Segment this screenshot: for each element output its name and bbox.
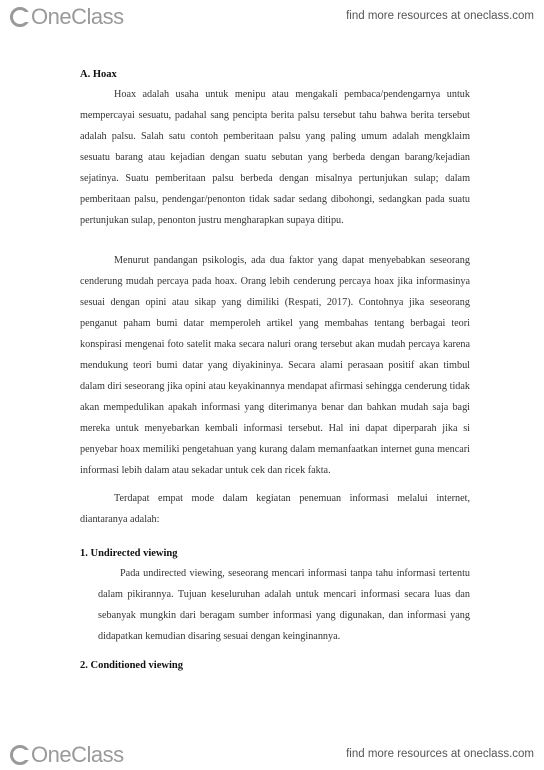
paragraph-psychology: Menurut pandangan psikologis, ada dua faktor yang dapat menyebabkan seseorang cenderung mudah percaya pada hoax. Orang lebih cenderung percaya hoax jika informasinya sesuai dengan opini atau sikap yang dimiliki (Respati, 2017). Contohnya jika seseorang penganut paham bumi datar memperoleh artikel yang membahas tentang berbagai teori konspirasi mengenai foto satelit maka secara naluri orang tersebut akan mudah percaya karena mendukung teori bumi datar yang diyakininya. Secara alami perasaan positif akan timbul dalam diri seseorang jika opini atau keyakinannya mendapat afirmasi sehingga cenderung tidak akan mempedulikan apakah informasi yang diterimanya benar dan bahkan mudah saja bagi mereka untuk menyebarkan kembali informasi tersebut. Hal ini dapat diperparah jika si penyebar hoax memiliki pengetahuan yang kurang dalam memanfaatkan internet guna mencari informasi lebih dalam atau sekadar untuk cek dan ricek fakta. [80,255,470,476]
oneclass-logo-icon [10,7,30,27]
item-undirected-viewing-heading: 1. Undirected viewing [80,548,178,559]
oneclass-logo-icon [10,745,30,765]
paragraph-undirected-viewing: Pada undirected viewing, seseorang mencari informasi tanpa tahu informasi tertentu dalam pikirannya. Tujuan keseluruhan adalah untuk mencari informasi secara luas dan sebanyak mungkin dari beragam sumber informasi yang digunakan, dan informasi yang didapatkan kemudian disaring sesuai dengan keinginannya. [98,568,470,642]
oneclass-footer-logo[interactable] [10,742,124,768]
page-footer [0,736,544,770]
item-conditioned-viewing-heading: 2. Conditioned viewing [80,660,183,671]
section-a-heading: A. Hoax [80,69,117,80]
page-header [0,0,544,34]
oneclass-logo[interactable] [10,4,124,30]
header-tagline[interactable]: find more resources at oneclass.com [346,10,534,22]
footer-logo-text: OneClass [31,742,124,767]
footer-tagline[interactable]: find more resources at oneclass.com [346,748,534,760]
logo-text: OneClass [31,4,124,29]
paragraph-four-modes-intro: Terdapat empat mode dalam kegiatan penemuan informasi melalui internet, diantaranya adalah: [80,493,470,525]
paragraph-hoax-definition: Hoax adalah usaha untuk menipu atau mengakali pembaca/pendengarnya untuk mempercayai sesuatu, padahal sang pencipta berita palsu tersebut tahu bahwa berita tersebut adalah palsu. Salah satu contoh pemberitaan palsu yang paling umum adalah mengklaim sesuatu barang atau kejadian dengan suatu sebutan yang berbeda dengan barang/kejadian sejatinya. Suatu pemberitaan palsu berbeda dengan misalnya pertunjukan sulap; dalam pemberitaan palsu, pendengar/penonton tidak sadar sedang dibohongi, sedangkan pada suatu pertunjukan sulap, penonton justru mengharapkan supaya ditipu. [80,89,470,226]
